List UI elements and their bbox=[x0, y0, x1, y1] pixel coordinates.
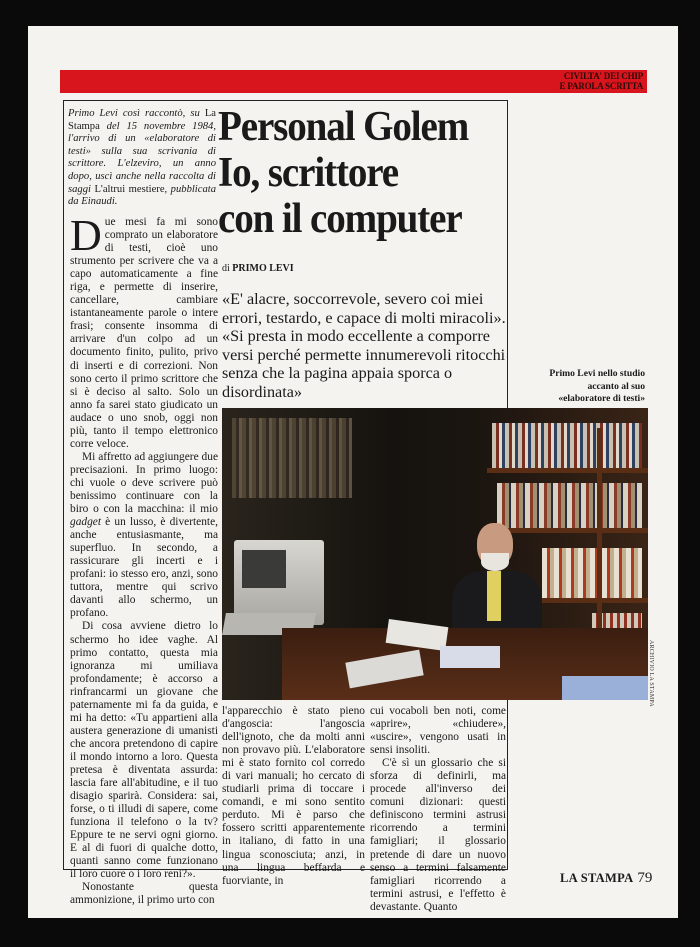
page-number: 79 bbox=[637, 870, 653, 886]
body-column-1 bbox=[70, 211, 218, 907]
drop-cap: D bbox=[70, 211, 102, 260]
section-title-line1: CIVILTA' DEI CHIP bbox=[563, 71, 643, 81]
pull-quote: «E' alacre, soccorrevole, severo coi miei errori, testardo, e capace di molti miracoli». «Si presta in modo eccellente a comporre versi perché permette innumerevoli ritocchi senza che la pagina appaia sporca o disordinata» bbox=[222, 290, 506, 401]
body-column-2 bbox=[222, 705, 365, 888]
paragraph-text: è un lusso, è divertente, anche entusiasmante, ma superfluo. In secondo, a rassicurare gli incerti e i profani: io stesso ero, anzi, sono tuttora, mentre qui scrivo davanti allo schermo, un profano. bbox=[70, 516, 218, 620]
section-title-line2: E PAROLA SCRITTA bbox=[559, 81, 643, 91]
headline bbox=[218, 104, 488, 242]
headline-line2: Io, scrittore bbox=[218, 150, 398, 196]
paragraph bbox=[70, 211, 218, 451]
paragraph bbox=[70, 451, 218, 621]
paragraph-text: ue mesi fa mi sono comprato un elaboratore di testi, cioè uno strumento per scrivere che va a capo automaticamente a fine riga, e permette di inserire, cancellare, cambiare istantaneamente parole o intere frasi; consente insomma di arrivare d'un colpo ad un documento finito, pulito, privo di inserti e di correzioni. Non sono certo il primo scrittore che si è deciso al salto. Solo un anno fa sarei stato giudicato un audace o uno snob, oggi non più, tanto il tempo elettronico corre veloce. bbox=[70, 216, 218, 450]
article-intro bbox=[68, 108, 216, 209]
person-figure bbox=[447, 523, 557, 643]
caption-line2: accanto al suo bbox=[587, 380, 645, 392]
paragraph: cui vocaboli ben noti, come «aprire», «chiudere», «uscire», vengono usati in sensi insoliti. bbox=[370, 705, 506, 757]
page-footer bbox=[560, 870, 652, 887]
intro-text: del 15 novembre 1984, l'arrivo di un «elaboratore di testi» sulla sua scrivania di scrittore. L'elzeviro, un anno dopo, uscì anche nella raccolta di saggi bbox=[68, 120, 216, 195]
intro-book-title: L'altrui mestiere bbox=[94, 183, 165, 195]
byline-prefix: di bbox=[222, 263, 230, 274]
paragraph: Di cosa avviene dietro lo schermo ho idee vaghe. Al primo contatto, questa mia ignoranza mi umiliava profondamente; è accorso a rinfrancarmi un giovane che paternamente mi fa da guida, e mi ha detto: «Tu appartieni alla austera generazione di umanisti che ancora pretendono di capire il mondo intorno a loro. Questa pretesa è diventata assurda: lascia fare all'abitudine, e il tuo disagio sparirà. Considera: sai, forse, o ti illudi di sapere, come funziona il telefono o la tv? Eppure te ne servi ogni giorno. E al di fuori di qualche dotto, quanti sanno come funzionano il loro cuore o i loro reni?». bbox=[70, 620, 218, 881]
caption-line1: Primo Levi nello studio bbox=[549, 368, 645, 379]
intro-newspaper: La Stampa bbox=[68, 108, 216, 132]
publication-name: LA STAMPA bbox=[560, 871, 634, 885]
caption-line3: «elaboratore di testi» bbox=[558, 393, 645, 404]
paragraph: Nonostante questa ammonizione, il primo urto con bbox=[70, 881, 218, 907]
byline bbox=[222, 263, 294, 274]
headline-line1: Personal Golem bbox=[218, 104, 469, 150]
paragraph: l'apparecchio è stato pieno d'angoscia: l'angoscia dell'ignoto, che da molti anni non provavo più. L'elaboratore mi è stato fornito col corredo di vari manuali; ho cercato di studiarli prima di toccare i comandi, e mi sono sentito perduto. Mi è parso che fossero scritti apparentemente in italiano, di fatto in una lingua sconosciuta; anzi, in una lingua beffarda e fuorviante, in bbox=[222, 705, 365, 887]
section-banner bbox=[60, 70, 647, 93]
paragraph: C'è sì un glossario che si sforza di definirli, ma procede all'inverso dei comuni dizionari: questi definiscono termini astrusi ricorrendo a termini famigliari; il glossario pretende di dare un nuovo senso a termini falsamente famigliari ricorrendo a termini astrusi, e l'effetto è devastante. Quanto bbox=[370, 757, 506, 913]
intro-text: Primo Levi così raccontò, su bbox=[68, 108, 205, 119]
photo-credit: ARCHIVIO LA STAMPA bbox=[648, 640, 654, 707]
italic-word: gadget bbox=[70, 516, 102, 529]
photo-primo-levi-study bbox=[222, 408, 648, 700]
intro-text: , pubblicata da Einaudi. bbox=[68, 183, 216, 208]
photo-caption bbox=[530, 368, 645, 406]
headline-line3: con il computer bbox=[218, 196, 462, 242]
byline-author: PRIMO LEVI bbox=[232, 263, 294, 274]
body-column-3 bbox=[370, 705, 506, 914]
paragraph-text: Mi affretto ad aggiungere due precisazioni. In primo luogo: chi vuole o deve scrivere può benissimo continuare con la biro o con la macchina: il mio bbox=[70, 450, 218, 516]
section-title bbox=[560, 71, 643, 91]
